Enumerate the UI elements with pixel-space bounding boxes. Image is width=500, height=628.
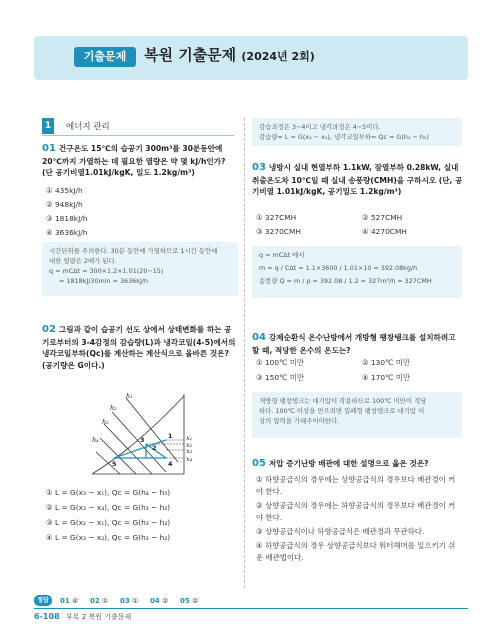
label-h4: h₄ <box>92 436 99 444</box>
q01-explanation <box>42 242 238 296</box>
psychrometric-chart <box>86 392 206 482</box>
hint-line: 감습과정은 3−4이고 냉각과정은 4−5이다. <box>259 123 381 131</box>
section-title: 에너지 관리 <box>66 122 110 132</box>
page-title-text: 복원 기출문제 <box>144 46 237 64</box>
hint-line: m = q / CΔt = 1.1×3600 / 1.01×10 = 392.08kg/h <box>259 263 418 272</box>
hint-line: 시간단위를 주의한다. 30분 동안에 가열하므로 1시간 동안에 <box>49 247 218 255</box>
q02-option-1: ① L = G(x₃ − x₁), Qc = G(h₄ − h₅) <box>46 488 171 497</box>
page-subtitle: (2024년 2회) <box>241 50 315 63</box>
label-x3: x₃ <box>186 447 193 455</box>
q02-option-2: ② L = G(x₃ − x₄), Qc = G(h₃ − h₂) <box>46 503 171 512</box>
q01-option-3: ③ 1818kJ/h <box>46 214 88 223</box>
answer-number: 04 <box>150 597 160 605</box>
q04-option-3: ③ 150℃ 미만 <box>256 373 305 382</box>
question-text: 냉방시 실내 현열부하 1.1kW, 잠열부하 0.28kW, 실내 취출온도차 10℃일 때 실내 송풍량(CMH)을 구하시오 (단, 공기비열 1.01kJ/kgK, 공기밀도 1.2kg/m³) <box>252 163 463 197</box>
column-divider <box>244 118 245 588</box>
question-text: 건구온도 15℃의 습공기 300m³를 30분동안에 20℃까지 가열하는 데 필요한 열량은 약 몇 kJ/h인가? (단 공기비열1.01kJ/kgK, 밀도 1.2kg/m³) <box>42 144 226 178</box>
q02-explanation <box>252 118 462 146</box>
answer-value: ① <box>161 597 169 605</box>
q01-option-2: ② 948kJ/h <box>46 200 83 209</box>
q05-option-3: ③ 상향공급식이나 하향공급식은 배관경과 무관하다. <box>256 527 425 536</box>
hint-line: q = mCΔt = 300×1.2×1.01(20−15) <box>49 266 164 275</box>
answer-02 <box>90 596 108 606</box>
q02-option-4: ④ L = G(x₃ − x₂), Qc = G(h₃ − h₂) <box>46 533 171 542</box>
q03-option-2: ② 527CMH <box>362 213 403 222</box>
answer-number: 05 <box>180 597 190 605</box>
page-number: 6-108 <box>34 612 60 621</box>
label-h2: h₂ <box>110 404 117 412</box>
h2-line <box>112 412 166 472</box>
label-x4: x₄ <box>186 455 193 463</box>
header-badge: 기출문제 <box>74 47 136 67</box>
q03-option-4: ④ 4270CMH <box>362 227 407 236</box>
q05-option-4: ④ 하향공급식의 경우 상향공급식보다 워터해머를 일으키기 쉬운 배관법이다. <box>256 541 456 562</box>
question-number: 01 <box>42 143 56 154</box>
hint-line: = 1818kJ/30min = 3636kJ/h <box>59 276 149 285</box>
answer-value: ④ <box>71 597 79 605</box>
q01-option-1: ① 435kJ/h <box>46 186 83 195</box>
answer-value: ① <box>131 597 139 605</box>
footer-label: 부록 2 복원 기출문제 <box>66 613 132 621</box>
q04-option-4: ④ 170℃ 미만 <box>362 373 411 382</box>
hint-line: 대한 열량은 2배가 된다. <box>49 256 117 265</box>
answer-03 <box>120 596 138 606</box>
q04-option-1: ① 100℃ 미만 <box>256 358 305 367</box>
q05-option-1: ① 하향공급식의 경우에는 상향공급식의 경우보다 배관경이 커야 한다. <box>256 475 456 496</box>
q02-option-3: ③ L = G(x₂ − x₁), Qc = G(h₃ − h₂) <box>46 518 171 527</box>
hint-line: 개방형 팽창탱크는 대기압이 작용하므로 100℃ 미만이 적당 <box>259 397 427 405</box>
section-divider <box>42 135 234 136</box>
q03-option-1: ① 327CMH <box>256 213 297 222</box>
answer-value: ② <box>191 597 199 605</box>
q04-option-2: ② 130℃ 미만 <box>362 358 411 367</box>
answer-01 <box>60 596 78 606</box>
question-02 <box>42 322 238 371</box>
question-number: 05 <box>252 458 266 469</box>
answer-number: 03 <box>120 597 130 605</box>
q03-explanation <box>252 246 462 298</box>
question-03 <box>252 160 464 198</box>
section-number: 1 <box>42 118 54 134</box>
label-h3: h₃ <box>102 418 109 426</box>
q05-option-2: ② 상향공급식의 경우에는 하향공급식의 경우보다 배관경이 커야 한다. <box>256 501 456 522</box>
label-x2: x₂ <box>186 441 193 449</box>
question-number: 02 <box>42 324 56 335</box>
question-text: 그림과 같이 습공기 선도 상에서 상태변화를 하는 공기로부터의 3-4감정의 감습량(L)과 냉각코일(4-5)에서의 냉각코일부하(Qc)를 계산하는 계산식으로 올바른 것은? (공기량은 G이다.) <box>42 325 236 370</box>
answer-number: 02 <box>90 597 100 605</box>
answer-04 <box>150 596 168 606</box>
hint-line: 하다. 100℃ 이상을 만으려면 밀폐형 팽창탱크로 대기압 이 <box>259 406 425 415</box>
question-text: 강제순환식 온수난방에서 개방형 팽창탱크를 설치하려고 할 때, 적당한 온수의 온도는? <box>252 333 456 355</box>
question-number: 03 <box>252 162 266 173</box>
q03-option-3: ③ 3270CMH <box>256 227 301 236</box>
answer-number: 01 <box>60 597 70 605</box>
point-5: 5 <box>112 460 117 468</box>
question-01 <box>42 141 238 179</box>
question-text: 저압 증기난방 배관에 대한 설명으로 옳은 것은? <box>268 459 429 468</box>
label-h1: h₁ <box>126 392 133 400</box>
q01-option-4: ④ 3636kJ/h <box>46 228 88 237</box>
hint-line: 감습량= L = G(x₃ − x₁), 냉각코일부하= Qc = G(h₁ − h₅) <box>259 132 429 141</box>
hint-line: q = mCΔt 에서 <box>259 251 305 259</box>
page-title <box>144 45 315 67</box>
hint-line: 상의 압력을 가해주어야한다. <box>259 416 340 425</box>
hint-line: 송풍량 Q = m / ρ = 392.08 / 1.2 = 327m³/h = 327CMH <box>259 276 432 285</box>
answer-05 <box>180 596 198 606</box>
question-05 <box>252 456 464 471</box>
footer-divider <box>34 608 468 609</box>
point-3: 3 <box>140 436 145 444</box>
answer-value: ① <box>101 597 109 605</box>
point-1: 1 <box>168 432 173 440</box>
question-04 <box>252 330 464 356</box>
chapter-header <box>34 36 468 80</box>
point-2: 2 <box>152 444 157 452</box>
point-4: 4 <box>168 460 173 468</box>
answer-label: 정답 <box>34 595 52 606</box>
question-number: 04 <box>252 332 266 343</box>
q04-explanation <box>252 392 462 438</box>
label-x1: x₁ <box>186 434 193 442</box>
h1-line <box>126 398 178 462</box>
